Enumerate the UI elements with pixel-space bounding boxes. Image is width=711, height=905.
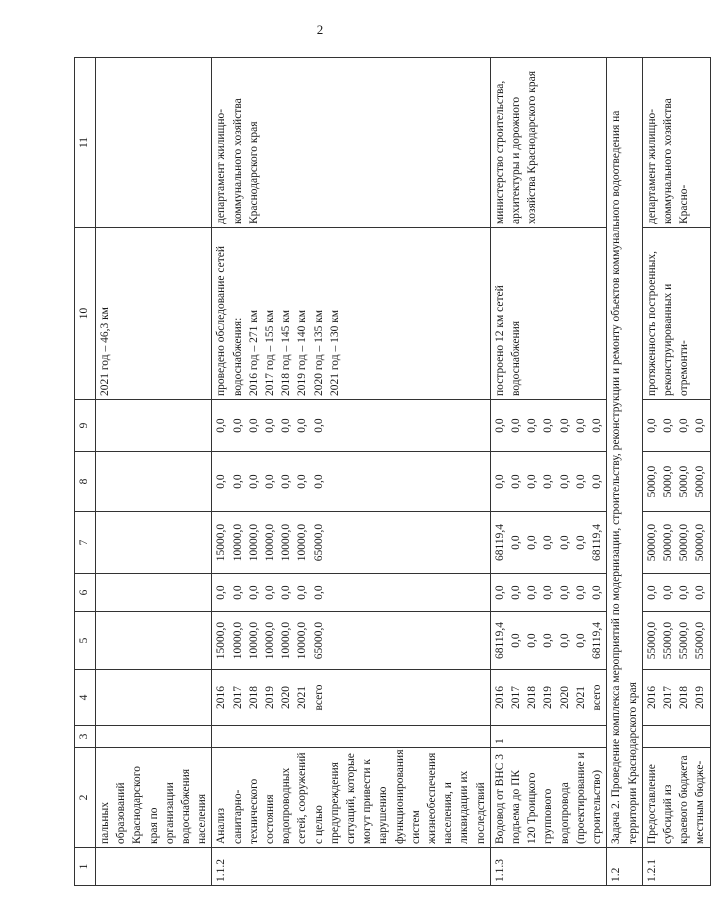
count-cell <box>642 726 710 748</box>
name-cell: пальных образований Краснодарского края по организации водоснабжения населения <box>96 748 212 848</box>
federal-cell: 0,0 0,0 0,0 0,0 0,0 0,0 0,0 <box>490 574 606 612</box>
header-cell: 8 <box>75 452 96 512</box>
header-row <box>75 58 96 886</box>
header-cell: 11 <box>75 58 96 228</box>
header-cell: 1 <box>75 848 96 886</box>
table-row-1-2-1 <box>642 58 710 886</box>
executor-cell: департамент жилищно-коммунального хозяйства Краснодарского края <box>212 58 490 228</box>
count-cell: 1 <box>490 726 606 748</box>
code-cell <box>96 848 212 886</box>
result-cell: 2021 год – 46,3 км <box>96 228 212 400</box>
local-cell: 0,0 0,0 0,0 0,0 0,0 0,0 0,0 <box>212 452 490 512</box>
total-cell: 68119,4 0,0 0,0 0,0 0,0 0,0 68119,4 <box>490 612 606 670</box>
code-cell: 1.2.1 <box>642 848 710 886</box>
other-cell: 0,0 0,0 0,0 0,0 0,0 0,0 0,0 <box>490 400 606 452</box>
local-cell: 5000,0 5000,0 5000,0 5000,0 <box>642 452 710 512</box>
year-cell: 2016 2017 2018 2019 2020 2021 всего <box>490 670 606 726</box>
name-cell: Водовод от ВНС 3 подъема до ПК 120 Троицкого группового водопровода (проектирование и строительство) <box>490 748 606 848</box>
other-cell: 0,0 0,0 0,0 0,0 <box>642 400 710 452</box>
task-heading: Задача 2. Проведение комплекса мероприятий по модернизации, строительству, реконструкции и ремонту объектов коммунального водоотведения на территории Краснодарского края <box>607 58 642 848</box>
header-cell: 4 <box>75 670 96 726</box>
header-cell: 5 <box>75 612 96 670</box>
program-table <box>74 57 711 886</box>
page-number: 2 <box>316 22 324 37</box>
name-cell: Предоставление субсидий из краевого бюджета местным бюдже- <box>642 748 710 848</box>
total-cell: 15000,0 10000,0 10000,0 10000,0 10000,0 10000,0 65000,0 <box>212 612 490 670</box>
regional-cell: 15000,0 10000,0 10000,0 10000,0 10000,0 10000,0 65000,0 <box>212 512 490 574</box>
year-cell: 2016 2017 2018 2019 2020 2021 всего <box>212 670 490 726</box>
header-cell: 3 <box>75 726 96 748</box>
code-cell: 1.1.3 <box>490 848 606 886</box>
table-row-1-1-2 <box>212 58 490 886</box>
local-cell: 0,0 0,0 0,0 0,0 0,0 0,0 0,0 <box>490 452 606 512</box>
executor-cell: министерство строительства, архитектуры и дорожного хозяйства Краснодарского края <box>490 58 606 228</box>
header-cell: 2 <box>75 748 96 848</box>
table-row-continuation <box>96 58 212 886</box>
code-cell: 1.2 <box>607 848 642 886</box>
rotated-table-frame <box>74 58 707 886</box>
table-row-1-1-3 <box>490 58 606 886</box>
federal-cell: 0,0 0,0 0,0 0,0 <box>642 574 710 612</box>
result-cell: построено 12 км сетей водоснабжения <box>490 228 606 400</box>
header-cell: 10 <box>75 228 96 400</box>
executor-cell: департамент жилищно-коммунального хозяйства Красно- <box>642 58 710 228</box>
rotated-sheet <box>74 58 707 886</box>
regional-cell: 68119,4 0,0 0,0 0,0 0,0 0,0 68119,4 <box>490 512 606 574</box>
header-cell: 7 <box>75 512 96 574</box>
other-cell: 0,0 0,0 0,0 0,0 0,0 0,0 0,0 <box>212 400 490 452</box>
header-cell: 9 <box>75 400 96 452</box>
regional-cell: 50000,0 50000,0 50000,0 50000,0 <box>642 512 710 574</box>
total-cell: 55000,0 55000,0 55000,0 55000,0 <box>642 612 710 670</box>
table-row-task-2 <box>607 58 642 886</box>
year-cell: 2016 2017 2018 2019 <box>642 670 710 726</box>
count-cell <box>212 726 490 748</box>
code-cell: 1.1.2 <box>212 848 490 886</box>
header-cell: 6 <box>75 574 96 612</box>
result-cell: протяженность построенных, реконструированных и отремонти- <box>642 228 710 400</box>
federal-cell: 0,0 0,0 0,0 0,0 0,0 0,0 0,0 <box>212 574 490 612</box>
result-cell: проведено обследование сетей водоснабжения: 2016 год – 271 км 2017 год – 155 км 2018 год – 145 км 2019 год – 140 км 2020 год – 135 км 2021 год – 130 км <box>212 228 490 400</box>
name-cell: Анализ санитарно-технического состояния водопроводных сетей, сооружений с целью предупреждения ситуаций, которые могут привести к нарушению функционирования систем жизнеобеспечения населения, и ликвидации их последствий <box>212 748 490 848</box>
